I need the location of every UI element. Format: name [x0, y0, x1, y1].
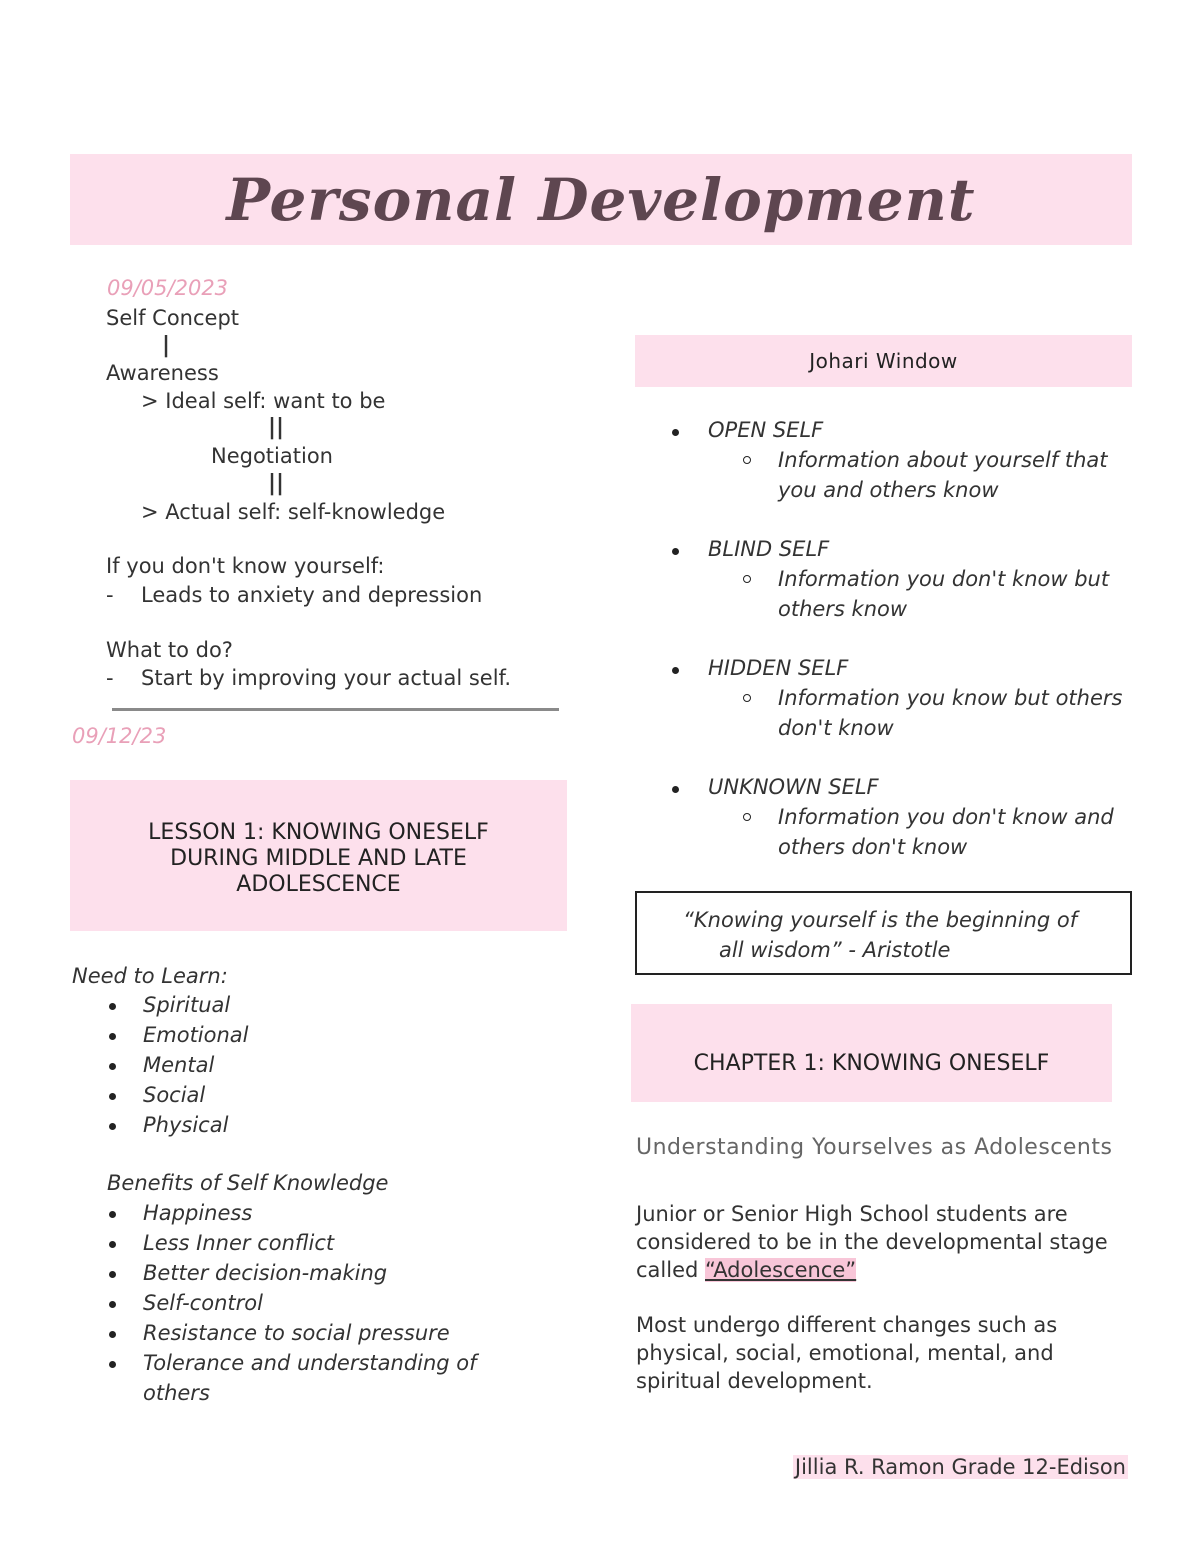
quote-line-2: all wisdom” - Aristotle: [719, 938, 951, 962]
ideal-self-label: > Ideal self: want to be: [141, 389, 386, 413]
sub-bullet-icon: [743, 456, 751, 464]
lesson-banner: [70, 780, 567, 931]
connector-double-bar-2: ||: [268, 471, 285, 496]
page-title: Personal Development: [226, 165, 976, 234]
list-item: Less Inner conflict: [107, 1228, 527, 1258]
list-item: Spiritual: [107, 990, 547, 1020]
bullet-icon: [672, 667, 679, 674]
author-footer: [793, 1453, 1128, 1481]
leads-to-text: Leads to anxiety and depression: [141, 583, 483, 607]
what-to-do-label: What to do?: [106, 638, 233, 662]
list-item: Resistance to social pressure: [107, 1318, 527, 1348]
actual-self-label: > Actual self: self-knowledge: [141, 500, 446, 524]
chapter-title: CHAPTER 1: KNOWING ONESELF: [693, 1050, 1050, 1076]
johari-item-open: [672, 416, 1132, 506]
johari-item-hidden: [672, 654, 1132, 744]
need-to-learn-list: [107, 990, 547, 1140]
benefits-list: [107, 1198, 527, 1408]
negotiation-label: Negotiation: [211, 444, 333, 468]
connector-bar: |: [162, 333, 171, 358]
bullet-icon: [672, 786, 679, 793]
johari-item-name: OPEN SELF: [708, 418, 824, 442]
list-item: Better decision-making: [107, 1258, 527, 1288]
johari-item-name: HIDDEN SELF: [708, 656, 849, 680]
list-item: Mental: [107, 1050, 547, 1080]
dash-1: -: [106, 583, 114, 607]
johari-item-desc: Information you know but others don't know: [778, 686, 1123, 740]
connector-double-bar-1: ||: [268, 415, 285, 440]
list-item: Social: [107, 1080, 547, 1110]
list-item: Emotional: [107, 1020, 547, 1050]
awareness-label: Awareness: [106, 361, 219, 385]
list-item: Physical: [107, 1110, 547, 1140]
quote-text: [683, 905, 1113, 965]
self-concept-label: Self Concept: [106, 306, 240, 330]
johari-item-name: BLIND SELF: [708, 537, 830, 561]
title-banner: [70, 154, 1132, 245]
list-item: Self-control: [107, 1288, 527, 1318]
adolescence-highlight: “Adolescence”: [705, 1258, 857, 1282]
list-item: Happiness: [107, 1198, 527, 1228]
johari-item-desc: Information you don't know but others know: [778, 567, 1110, 621]
chapter-banner: [631, 1004, 1112, 1102]
author-name: Jillia R. Ramon Grade 12-Edison: [794, 1455, 1126, 1479]
johari-window-banner: [635, 335, 1132, 387]
adolescence-paragraph: [636, 1200, 1126, 1284]
paragraph-text: Junior or Senior High School students are considered to be in the developmental stage called: [636, 1202, 1108, 1282]
lesson-title: LESSON 1: KNOWING ONESELF DURING MIDDLE AND LATE ADOLESCENCE: [148, 819, 489, 897]
date-1: 09/05/2023: [107, 276, 229, 300]
bullet-icon: [672, 429, 679, 436]
list-item: Tolerance and understanding of others: [107, 1348, 527, 1408]
changes-paragraph: Most undergo different changes such as physical, social, emotional, mental, and spiritual development.: [636, 1313, 1058, 1393]
section-divider: [112, 708, 559, 711]
johari-item-desc: Information you don't know and others don't know: [778, 805, 1114, 859]
johari-window-title: Johari Window: [809, 349, 958, 373]
johari-item-desc: Information about yourself that you and others know: [778, 448, 1108, 502]
quote-box: [635, 891, 1132, 975]
bullet-icon: [672, 548, 679, 555]
sub-bullet-icon: [743, 694, 751, 702]
johari-item-blind: [672, 535, 1132, 625]
quote-line-1: “Knowing yourself is the beginning of: [683, 908, 1078, 932]
johari-item-unknown: [672, 773, 1132, 863]
date-2: 09/12/23: [72, 724, 167, 748]
start-by-text: Start by improving your actual self.: [141, 666, 512, 690]
section-subheading: Understanding Yourselves as Adolescents: [636, 1135, 1113, 1160]
johari-item-name: UNKNOWN SELF: [708, 775, 879, 799]
sub-bullet-icon: [743, 813, 751, 821]
benefits-title: Benefits of Self Knowledge: [107, 1171, 389, 1195]
need-to-learn-label: Need to Learn:: [72, 964, 228, 988]
dash-2: -: [106, 666, 114, 690]
if-dont-know-label: If you don't know yourself:: [106, 554, 385, 578]
sub-bullet-icon: [743, 575, 751, 583]
